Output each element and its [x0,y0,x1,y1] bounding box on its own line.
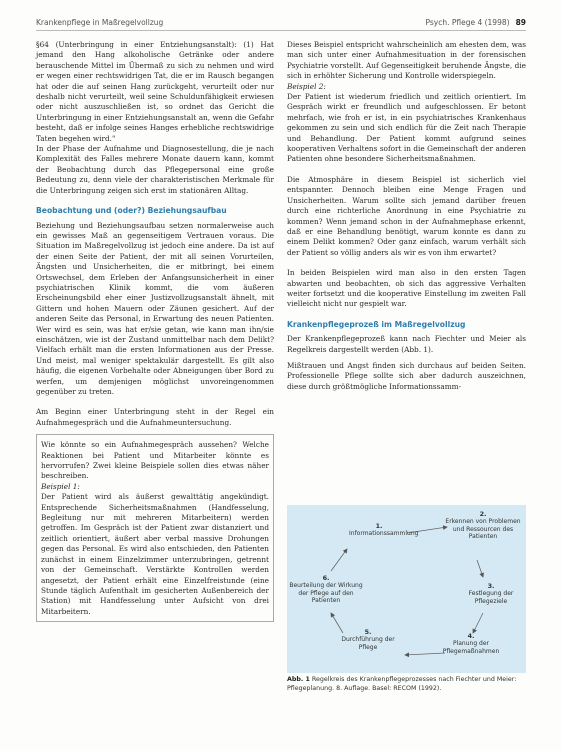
paragraph-atmosphere: Die Atmosphäre in diesem Beispiel ist sicherlich viel entspannter. Dennoch bleiben eine Menge Fragen und Unsicherheiten. Warum sollte sich jemand darüber freuen durch eine richterliche Anordnung in eine Psychiatrie zu kommen? Wenn jemand schon in der Aufnahmephase erkennt, daß er eine Behandlung benötigt, warum konnte es dann zu einem Delikt kommen? Oder ganz einfach, warum verhält sich der Patient so völlig anders als wir es von ihm erwartet? [287,174,526,257]
cycle-node-1: 1. Informationssammlung [349,522,419,538]
example1-text: Der Patient wird als äußerst gewalttätig angekündigt. Entsprechende Sicherheitsmaßnahmen (Handfesselung, Begleitung nur mit mehreren Mitarbeitern) werden getroffen. Im Gespräch ist der Patient zwar distanziert und zeitlich orientiert, äußert aber verbal massive Drohungen gegen das Personal. Es wird also entschieden, den Patienten zunächst in einem Einzelzimmer unterzubringen, getrennt von der Gemeinschaft. Verstärkte Kontrollen werden angesetzt, der Patient erhält eine Einzelfreistunde (eine Stunde täglich Aufenthalt im gesicherten Außenbereich der Station) mit Handfesselung unter Aufsicht von drei Mitarbeitern. [41,492,269,616]
left-column [36,40,274,622]
nursing-process-figure [287,505,526,673]
section-heading-observation: Beobachtung und (oder?) Beziehungsaufbau [36,206,227,216]
example2-text: Der Patient ist wiederum friedlich und zeitlich orientiert. Im Gespräch wirkt er freundlich und aufgeschlossen. Er betont mehrfach, wie froh er ist, in ein psychiatrisches Krankenhaus gekommen zu sein und sich endlich für die Zeit nach Therapie und Behandlung. Der Patient kommt aufgrund seines kooperativen Verhaltens sofort in die Gemeinschaft der anderen Patienten ohne besondere Sicherheitsmaßnahmen. [287,92,526,164]
arrow-6-1 [331,549,347,571]
section-heading-nursing-process: Krankenpflegeprozeß im Maßregelvollzug [287,319,466,329]
running-head-journal [425,18,526,27]
cycle-node-3: 3. Festlegung der Pflegeziele [468,582,514,605]
paragraph-mistrust: Mißtrauen und Angst finden sich durchaus auf beiden Seiten. Professionelle Pflege sollte sich aber dadurch auszeichnen, diese durch größtmögliche Informationssamm- [287,360,526,391]
running-head-title: Krankenpflege in Maßregelvollzug [36,18,164,27]
paragraph-admission-interview: Am Beginn einer Unterbringung steht in der Regel ein Aufnahmegespräch und die Aufnahmeuntersuchung. [36,407,274,427]
caption-label: Abb. 1 [287,676,310,683]
paragraph-relationship: Beziehung und Beziehungsaufbau setzen normalerweise auch ein gewisses Maß an gegenseitigem Vertrauen voraus. Die Situation im Maßregelvollzug ist jedoch eine andere. Da ist auf der einen Seite der Patient, der mit all seinen Vorurteilen, Ängsten und Unsicherheiten, die er mitbringt, bei einem Ortswechsel, dem Erleben der Anfangsunsicherheit in einer psychiatrischen Klinik kommt, die vom äußeren Erscheinungsbild eher einer Justizvollzugsanstalt ähnelt, mit Gittern und hohen Mauern oder Zäunen gesichert. Auf der anderen Seite das Personal, in Erwartung des neuen Patienten. Wer wird es sein, was hat er/sie getan, wie kann man ihn/sie einschätzen, wie ist der Zustand unmittelbar nach dem Delikt? Vielfach erhält man die ersten Informationen aus der Presse. Und meist, mal weniger spektakulär dargestellt. Es gilt also häufig, die eigenen Vorbehalte oder Abneigungen über Bord zu werfen, um demjenigen möglichst unvoreingenommen gegenüber zu treten. [36,220,274,396]
paragraph-law-quote: §64 (Unterbringung in einer Entziehungsanstalt): (1) Hat jemand den Hang alkoholische Getränke oder andere berauschende Mittel im Übermaß zu sich zu nehmen und wird er wegen einer rechtswidrigen Tat, die er im Rausch begangen hat oder die auf seinen Hang zurückgeht, verurteilt oder nur deshalb nicht verurteilt, weil seine Schuldunfähigkeit erwiesen oder nicht auszuschließen ist, so ordnet das Gericht die Unterbringung in einer Entziehungsanstalt an, wenn die Gefahr besteht, daß er infolge seines Hanges erhebliche rechtswidrige Taten begehen wird." [36,40,274,143]
arrow-3-4 [473,613,483,633]
paragraph-nursing-process: Der Krankenpflegeprozeß kann nach Fiechter und Meier als Regelkreis dargestellt werden (Abb. 1). [287,334,526,354]
example-box [36,434,274,622]
cycle-node-2: 2. Erkennen von Problemen und Ressourcen des Patienten [445,510,521,541]
example1-label: Beispiel 1: [41,481,80,491]
cycle-node-6: 6. Beurteilung der Wirkung der Pflege auf den Patienten [289,574,363,605]
page-number: 89 [515,18,526,27]
right-column [287,40,526,392]
paragraph-both-examples: In beiden Beispielen wird man also in den ersten Tagen abwarten und beobachten, ob sich das aggressive Verhalten weiter fortsetzt und die kooperative Einstellung im zweiten Fall vielleicht nicht nur gespielt war. [287,268,526,309]
figure-caption [287,676,526,694]
caption-text: Regelkreis des Krankenpflegeprozesses nach Fiechter und Meier: Pflegeplanung. 8. Auflage. Basel: RECOM (1992). [287,676,517,692]
paragraph-example-comment: Dieses Beispiel entspricht wahrscheinlich am ehesten dem, was man sich unter einer Aufnahmesituation in der forensischen Psychiatrie vorstellt. Auf Gegenseitigkeit beruhende Ängste, die sich in erhöhter Sicherung und Kontrolle widerspiegeln. [287,40,526,81]
example2-label: Beispiel 2: [287,81,326,91]
journal-citation: Psych. Pflege 4 (1998) [425,18,510,27]
running-head [36,18,526,31]
paragraph-admission-phase: In der Phase der Aufnahme und Diagnosestellung, die je nach Komplexität des Falles mehrere Monate dauern kann, kommt der Beobachtung durch das Pflegepersonal eine große Bedeutung zu, denn viele der charakteristischen Merkmale für die Unterbringung zeigen sich erst im stationären Alltag. [36,144,274,195]
arrow-2-3 [477,560,483,577]
box-intro: Wie könnte so ein Aufnahmegespräch aussehen? Welche Reaktionen bei Patient und Mitarbeiter könnte es hervorrufen? Zwei kleine Beispiele sollen dies etwas näher beschreiben. [41,440,269,481]
cycle-node-5: 5. Durchführung der Pflege [341,628,395,651]
cycle-node-4: 4. Planung der Pflegemaßnahmen [442,632,500,655]
